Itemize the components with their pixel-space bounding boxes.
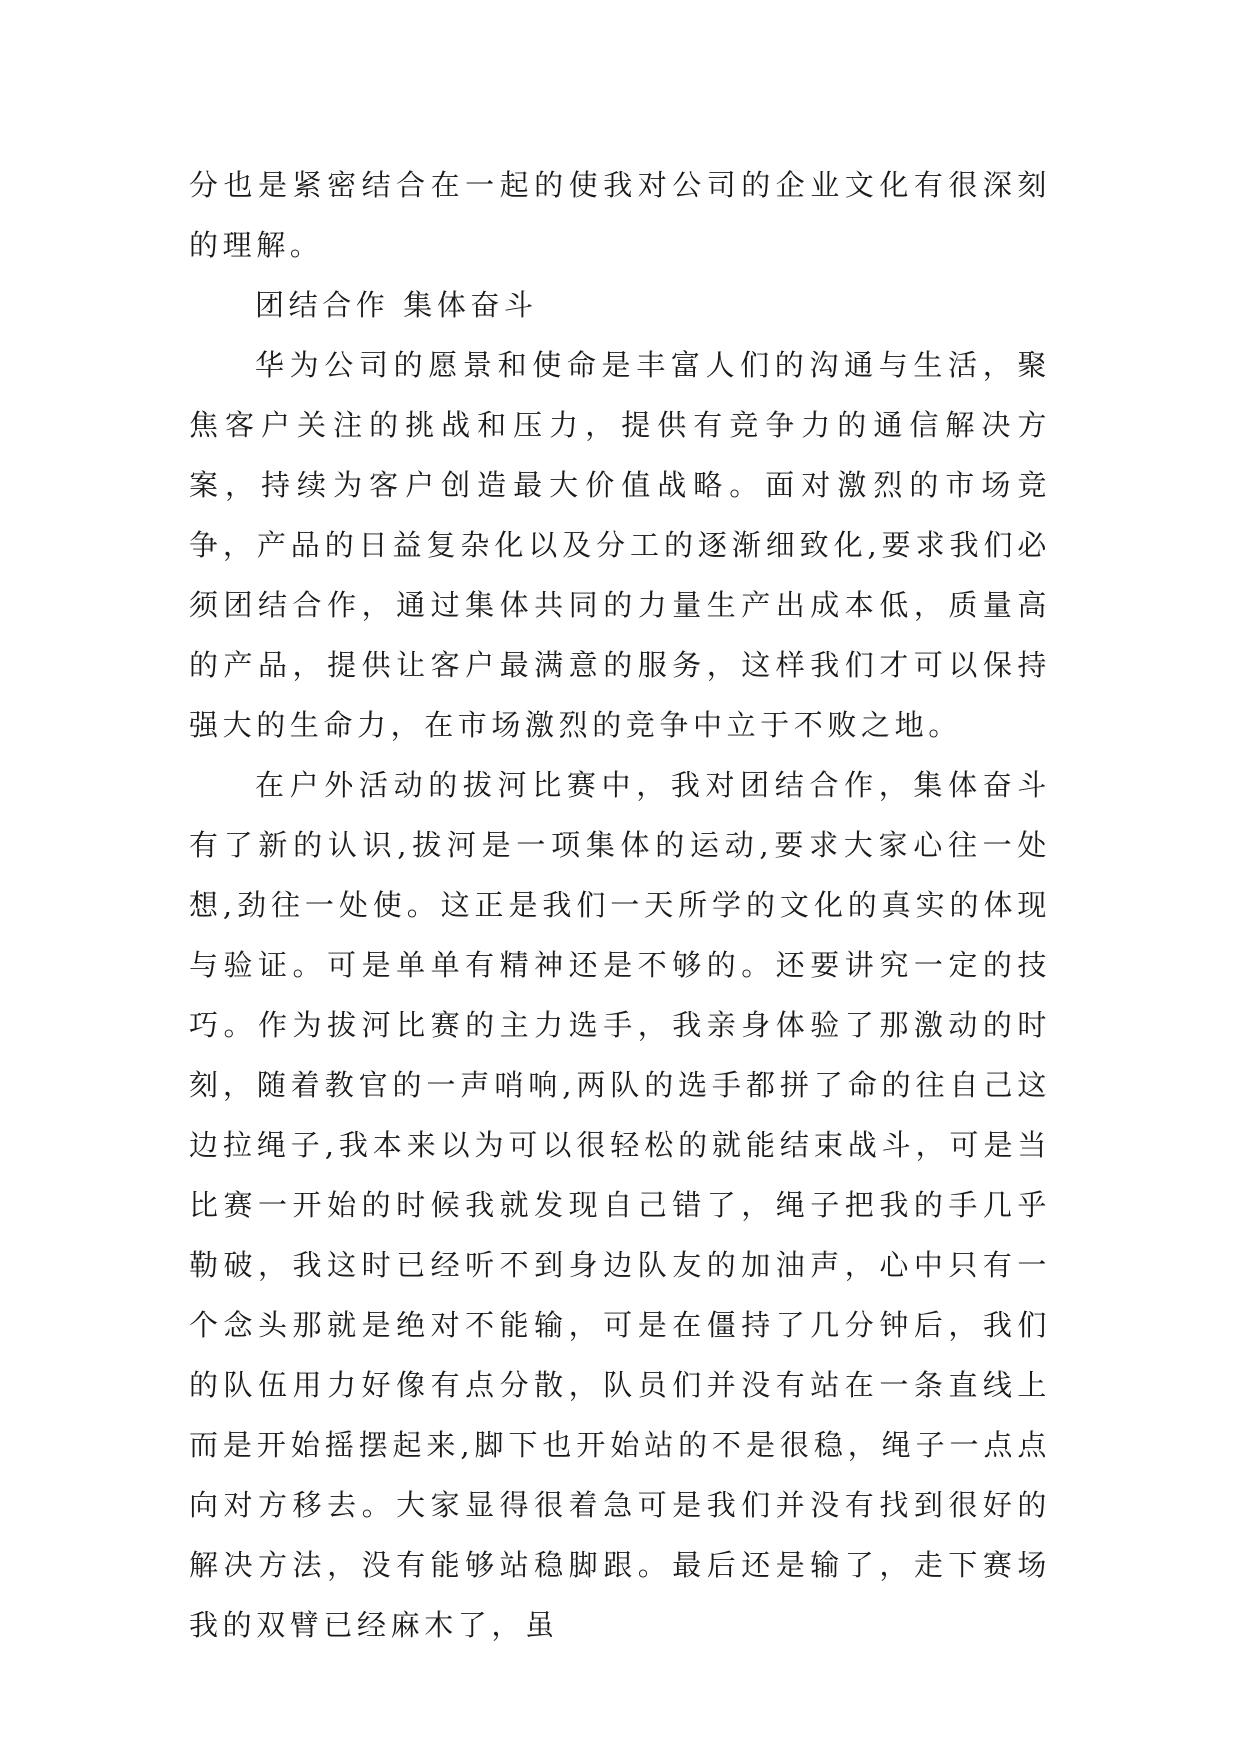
body-text [189, 155, 1051, 1655]
paragraph-vision: 华为公司的愿景和使命是丰富人们的沟通与生活，聚焦客户关注的挑战和压力，提供有竞争力的通信解决方案，持续为客户创造最大价值战略。面对激烈的市场竞争，产品的日益复杂化以及分工的逐渐细致化,要求我们必须团结合作，通过集体共同的力量生产出成本低，质量高的产品，提供让客户最满意的服务，这样我们才可以保持强大的生命力，在市场激烈的竞争中立于不败之地。 [189, 348, 1051, 742]
paragraph-continuation: 分也是紧密结合在一起的使我对公司的企业文化有很深刻的理解。 [189, 168, 1051, 262]
paragraph-tug-of-war: 在户外活动的拔河比赛中，我对团结合作，集体奋斗有了新的认识,拔河是一项集体的运动,要求大家心往一处想,劲往一处使。这正是我们一天所学的文化的真实的体现与验证。可是单单有精神还是不够的。还要讲究一定的技巧。作为拔河比赛的主力选手，我亲身体验了那激动的时刻，随着教官的一声哨响,两队的选手都拼了命的往自己这边拉绳子,我本来以为可以很轻松的就能结束战斗，可是当比赛一开始的时候我就发现自己错了，绳子把我的手几乎勒破，我这时已经听不到身边队友的加油声，心中只有一个念头那就是绝对不能输，可是在僵持了几分钟后，我们的队伍用力好像有点分散，队员们并没有站在一条直线上而是开始摇摆起来,脚下也开始站的不是很稳，绳子一点点向对方移去。大家显得很着急可是我们并没有找到很好的解决方法，没有能够站稳脚跟。最后还是输了，走下赛场我的双臂已经麻木了，虽 [189, 768, 1051, 1642]
section-heading: 团结合作 集体奋斗 [255, 288, 538, 322]
